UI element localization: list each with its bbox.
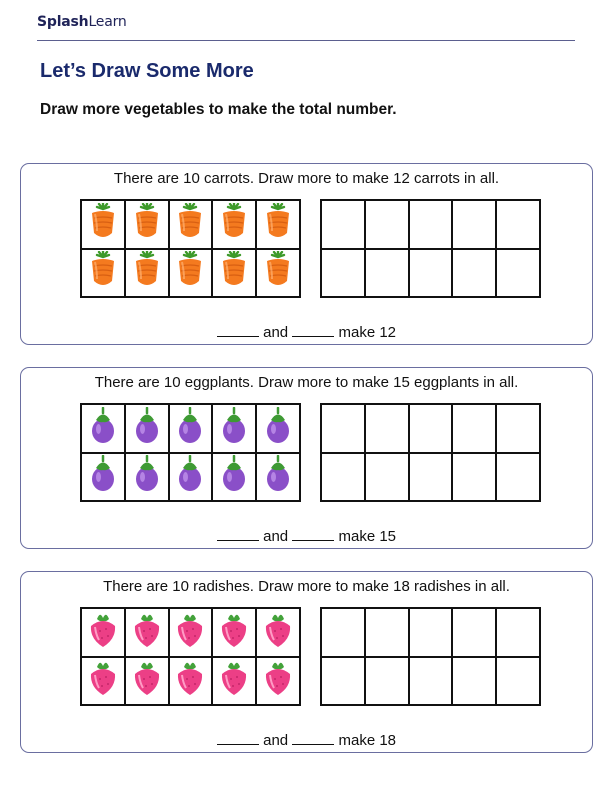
- answer-sentence: [21, 528, 592, 545]
- ten-frame-cell: [213, 609, 255, 656]
- ten-frame-empty: [320, 403, 541, 502]
- draw-cell[interactable]: [366, 609, 408, 656]
- ten-frame-cell: [257, 250, 299, 297]
- draw-cell[interactable]: [410, 405, 452, 452]
- page-title: Let’s Draw Some More: [40, 60, 254, 82]
- draw-cell[interactable]: [497, 250, 539, 297]
- radish-icon: [261, 659, 295, 702]
- carrot-icon: [130, 203, 164, 246]
- answer-blank-1[interactable]: [217, 732, 259, 745]
- ten-frame-cell: [82, 454, 124, 501]
- radish-icon: [86, 659, 120, 702]
- eggplant-icon: [86, 407, 120, 450]
- draw-cell[interactable]: [322, 454, 364, 501]
- draw-cell[interactable]: [497, 658, 539, 705]
- radish-icon: [130, 611, 164, 654]
- answer-blank-1[interactable]: [217, 528, 259, 541]
- radish-icon: [173, 611, 207, 654]
- ten-frame-cell: [82, 405, 124, 452]
- carrot-icon: [261, 203, 295, 246]
- carrot-icon: [173, 251, 207, 294]
- ten-frame-filled: [80, 403, 301, 502]
- ten-frame-cell: [126, 250, 168, 297]
- eggplant-icon: [130, 455, 164, 498]
- ten-frame-cell: [257, 658, 299, 705]
- eggplant-icon: [86, 455, 120, 498]
- ten-frame-cell: [170, 658, 212, 705]
- ten-frame-empty: [320, 607, 541, 706]
- ten-frame-cell: [82, 609, 124, 656]
- radish-icon: [217, 611, 251, 654]
- draw-cell[interactable]: [453, 250, 495, 297]
- answer-blank-2[interactable]: [292, 324, 334, 337]
- radish-icon: [217, 659, 251, 702]
- answer-sentence: [21, 324, 592, 341]
- brand-logo-bold: Splash: [37, 14, 89, 30]
- ten-frame-cell: [257, 609, 299, 656]
- radish-icon: [261, 611, 295, 654]
- ten-frame-filled: [80, 607, 301, 706]
- radish-icon: [86, 611, 120, 654]
- ten-frame-filled: [80, 199, 301, 298]
- draw-cell[interactable]: [366, 201, 408, 248]
- ten-frame-empty: [320, 199, 541, 298]
- radish-icon: [130, 659, 164, 702]
- draw-cell[interactable]: [410, 201, 452, 248]
- ten-frame-cell: [126, 609, 168, 656]
- problem-question: There are 10 radishes. Draw more to make 18 radishes in all.: [103, 578, 510, 595]
- ten-frame-cell: [257, 405, 299, 452]
- carrot-icon: [86, 251, 120, 294]
- ten-frame-cell: [213, 405, 255, 452]
- ten-frame-cell: [170, 201, 212, 248]
- ten-frame-cell: [126, 201, 168, 248]
- eggplant-icon: [217, 455, 251, 498]
- and-label: and: [258, 732, 293, 749]
- eggplant-icon: [261, 407, 295, 450]
- draw-cell[interactable]: [453, 201, 495, 248]
- eggplant-icon: [173, 407, 207, 450]
- problem-card: [20, 163, 593, 345]
- ten-frame-cell: [126, 658, 168, 705]
- answer-blank-2[interactable]: [292, 732, 334, 745]
- draw-cell[interactable]: [366, 250, 408, 297]
- draw-cell[interactable]: [497, 454, 539, 501]
- draw-cell[interactable]: [410, 658, 452, 705]
- draw-cell[interactable]: [453, 609, 495, 656]
- draw-cell[interactable]: [497, 201, 539, 248]
- carrot-icon: [261, 251, 295, 294]
- problem-question: There are 10 carrots. Draw more to make 12 carrots in all.: [113, 170, 500, 187]
- header-divider: [37, 40, 575, 41]
- eggplant-icon: [261, 455, 295, 498]
- draw-cell[interactable]: [497, 405, 539, 452]
- radish-icon: [173, 659, 207, 702]
- carrot-icon: [86, 203, 120, 246]
- ten-frame-cell: [170, 250, 212, 297]
- eggplant-icon: [217, 407, 251, 450]
- make-total-label: make 12: [334, 324, 397, 341]
- ten-frame-cell: [126, 405, 168, 452]
- draw-cell[interactable]: [497, 609, 539, 656]
- draw-cell[interactable]: [410, 250, 452, 297]
- draw-cell[interactable]: [322, 658, 364, 705]
- eggplant-icon: [173, 455, 207, 498]
- draw-cell[interactable]: [322, 201, 364, 248]
- draw-cell[interactable]: [410, 609, 452, 656]
- ten-frame-cell: [170, 405, 212, 452]
- ten-frame-cell: [170, 454, 212, 501]
- problem-card: [20, 367, 593, 549]
- and-label: and: [258, 528, 293, 545]
- ten-frame-cell: [213, 658, 255, 705]
- draw-cell[interactable]: [453, 658, 495, 705]
- make-total-label: make 15: [334, 528, 397, 545]
- draw-cell[interactable]: [453, 405, 495, 452]
- ten-frame-cell: [170, 609, 212, 656]
- draw-cell[interactable]: [322, 250, 364, 297]
- brand-logo: [37, 14, 127, 30]
- ten-frame-cell: [126, 454, 168, 501]
- ten-frame-cell: [213, 454, 255, 501]
- answer-sentence: [21, 732, 592, 749]
- ten-frame-cell: [257, 201, 299, 248]
- answer-blank-1[interactable]: [217, 324, 259, 337]
- draw-cell[interactable]: [453, 454, 495, 501]
- ten-frame-cell: [82, 250, 124, 297]
- instructions: Draw more vegetables to make the total number.: [40, 101, 397, 118]
- ten-frame-cell: [82, 658, 124, 705]
- draw-cell[interactable]: [322, 405, 364, 452]
- ten-frame-cell: [213, 250, 255, 297]
- ten-frame-cell: [82, 201, 124, 248]
- draw-cell[interactable]: [366, 454, 408, 501]
- make-total-label: make 18: [334, 732, 397, 749]
- ten-frame-cell: [257, 454, 299, 501]
- answer-blank-2[interactable]: [292, 528, 334, 541]
- eggplant-icon: [130, 407, 164, 450]
- brand-logo-light: Learn: [88, 14, 127, 30]
- ten-frame-cell: [213, 201, 255, 248]
- draw-cell[interactable]: [366, 658, 408, 705]
- carrot-icon: [173, 203, 207, 246]
- problem-card: [20, 571, 593, 753]
- problem-question: There are 10 eggplants. Draw more to make 15 eggplants in all.: [94, 374, 519, 391]
- and-label: and: [258, 324, 293, 341]
- draw-cell[interactable]: [322, 609, 364, 656]
- draw-cell[interactable]: [366, 405, 408, 452]
- carrot-icon: [217, 203, 251, 246]
- carrot-icon: [130, 251, 164, 294]
- draw-cell[interactable]: [410, 454, 452, 501]
- carrot-icon: [217, 251, 251, 294]
